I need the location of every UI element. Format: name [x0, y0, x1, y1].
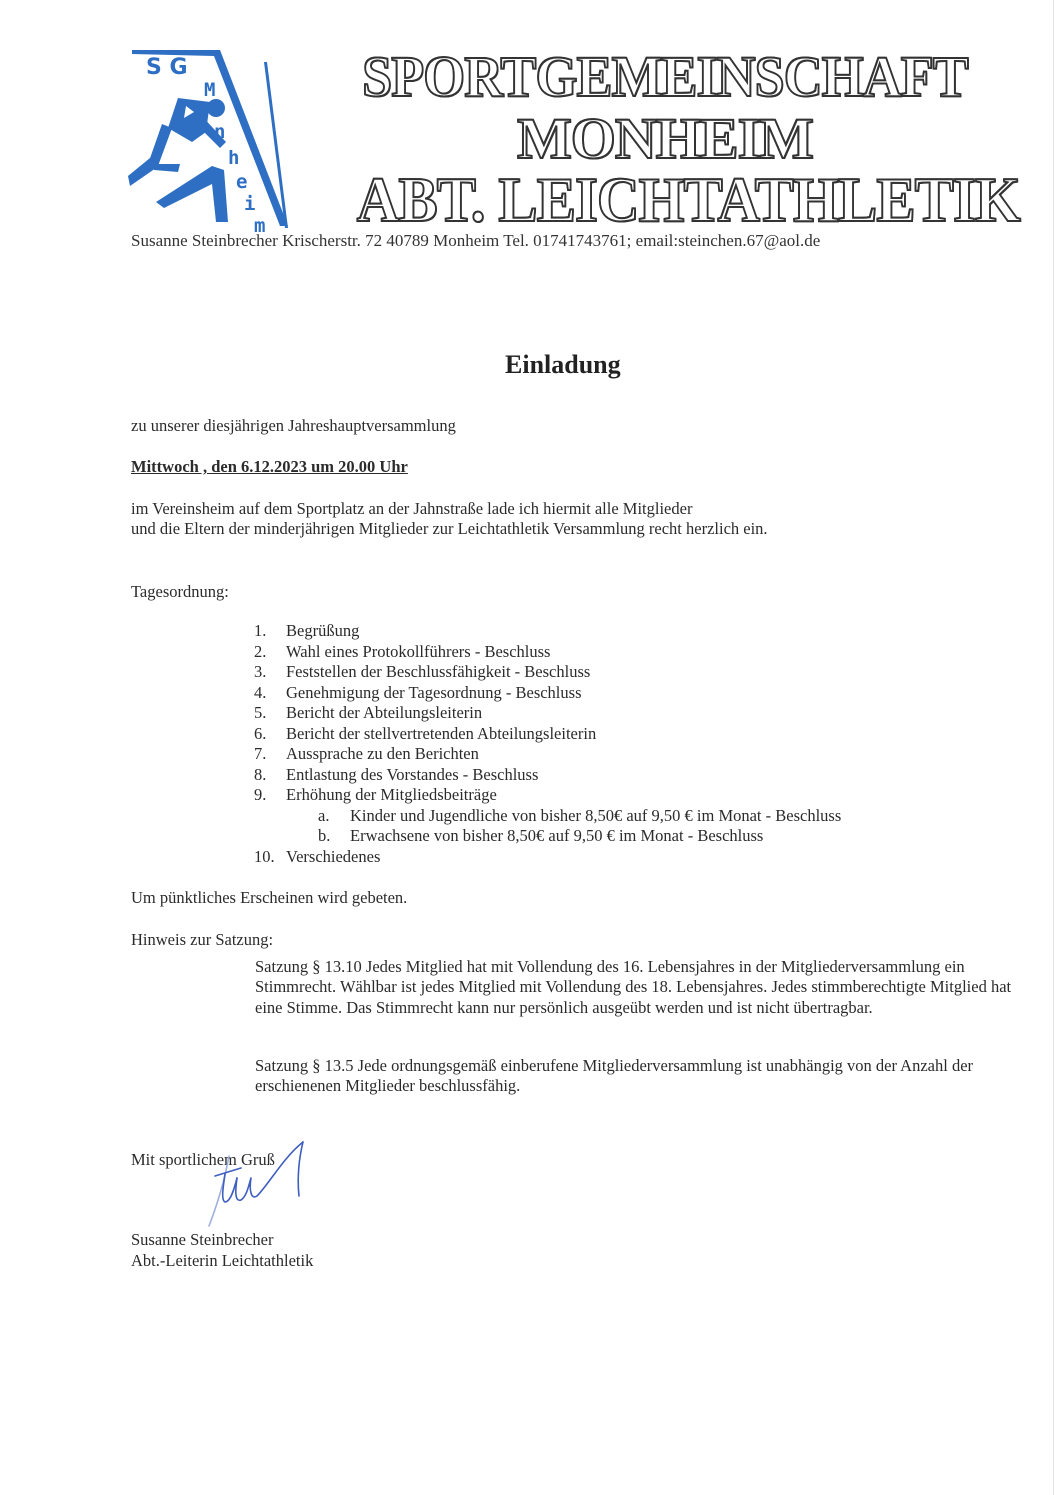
header-line-1: SPORTGEMEINSCHAFT	[362, 44, 968, 109]
svg-text:e: e	[236, 171, 248, 193]
agenda-item-label: Aussprache zu den Berichten	[286, 744, 479, 763]
agenda-item-number: 3.	[254, 662, 267, 681]
greeting: Mit sportlichem Gruß	[131, 1150, 275, 1169]
agenda-item-number: 1.	[254, 621, 267, 640]
agenda-item-number: 9.	[254, 785, 267, 804]
agenda-subitem-letter: a.	[318, 805, 330, 825]
invitation-paragraph-line-2: und die Eltern der minderjährigen Mitglieder zur Leichtathletik Versammlung recht herzlich ein.	[131, 519, 768, 538]
handwritten-signature	[195, 1138, 335, 1230]
agenda-item-number: 2.	[254, 641, 267, 661]
agenda-item-number: 6.	[254, 723, 267, 743]
agenda-heading: Tagesordnung:	[131, 582, 229, 601]
svg-text:h: h	[228, 147, 240, 169]
invitation-paragraph-line-1: im Vereinsheim auf dem Sportplatz an der Jahnstraße lade ich hiermit alle Mitglieder	[131, 499, 693, 518]
contact-line: Susanne Steinbrecher Krischerstr. 72 40789 Monheim Tel. 01741743761; email:steinchen.67@aol.de	[131, 231, 821, 250]
agenda-item-label: Entlastung des Vorstandes - Beschluss	[286, 764, 539, 784]
agenda-item-label: Bericht der Abteilungsleiterin	[286, 703, 483, 722]
header-line-3: ABT. LEICHTATHLETIK	[356, 164, 1020, 235]
intro-text: zu unserer diesjährigen Jahreshauptversammlung	[131, 416, 456, 435]
agenda-item-label: Erhöhung der Mitgliedsbeiträge	[286, 785, 497, 804]
header-line-2: MONHEIM	[517, 106, 813, 171]
closing-note: Um pünktliches Erscheinen wird gebeten.	[131, 888, 408, 907]
agenda-item-number: 10.	[254, 846, 275, 866]
signer-name: Susanne Steinbrecher	[131, 1230, 274, 1249]
agenda-subitem-letter: b.	[318, 826, 331, 845]
bylaw-paragraph-13-10: Satzung § 13.10 Jedes Mitglied hat mit Vollendung des 16. Lebensjahres in der Mitgliederversammlung ein Stimmrecht. Wählbar ist jedes Mitglied mit Vollendung des 18. Lebensjahres. Jedes stimmberechtigte Mitglied hat eine Stimme. Das Stimmrecht kann nur persönlich ausgeübt werden und ist nicht übertragbar.	[255, 957, 1012, 1017]
document-title: Einladung	[505, 350, 621, 379]
agenda-item-label: Bericht der stellvertretenden Abteilungsleiterin	[286, 723, 597, 743]
svg-text:i: i	[244, 193, 256, 215]
agenda-item-label: Wahl eines Protokollführers - Beschluss	[286, 641, 551, 661]
agenda-item-label: Verschiedenes	[286, 846, 381, 866]
page-edge-divider	[1053, 0, 1054, 1495]
agenda-item-label: Begrüßung	[286, 621, 360, 640]
meeting-date: Mittwoch , den 6.12.2023 um 20.00 Uhr	[131, 457, 408, 476]
svg-text:m: m	[254, 215, 266, 232]
agenda-item-number: 5.	[254, 703, 267, 722]
agenda-item-number: 7.	[254, 744, 267, 763]
agenda-item-label: Feststellen der Beschlussfähigkeit - Beschluss	[286, 662, 591, 681]
agenda-subitem-label: Kinder und Jugendliche von bisher 8,50€ auf 9,50 € im Monat - Beschluss	[350, 805, 842, 825]
svg-text:M: M	[204, 79, 216, 101]
agenda-subitem-label: Erwachsene von bisher 8,50€ auf 9,50 € im Monat - Beschluss	[350, 826, 764, 845]
signer-role: Abt.-Leiterin Leichtathletik	[131, 1251, 314, 1270]
agenda-item-number: 8.	[254, 764, 267, 784]
agenda-item-label: Genehmigung der Tagesordnung - Beschluss	[286, 682, 582, 702]
bylaw-paragraph-13-5: Satzung § 13.5 Jede ordnungsgemäß einberufene Mitgliederversammlung ist unabhängig von der Anzahl der erschienenen Mitglieder beschlussfähig.	[255, 1056, 974, 1096]
club-logo	[128, 46, 300, 232]
svg-text:n: n	[214, 121, 226, 143]
svg-text:S G: S G	[146, 55, 188, 80]
bylaw-note-heading: Hinweis zur Satzung:	[131, 930, 274, 949]
agenda-item-number: 4.	[254, 682, 267, 702]
